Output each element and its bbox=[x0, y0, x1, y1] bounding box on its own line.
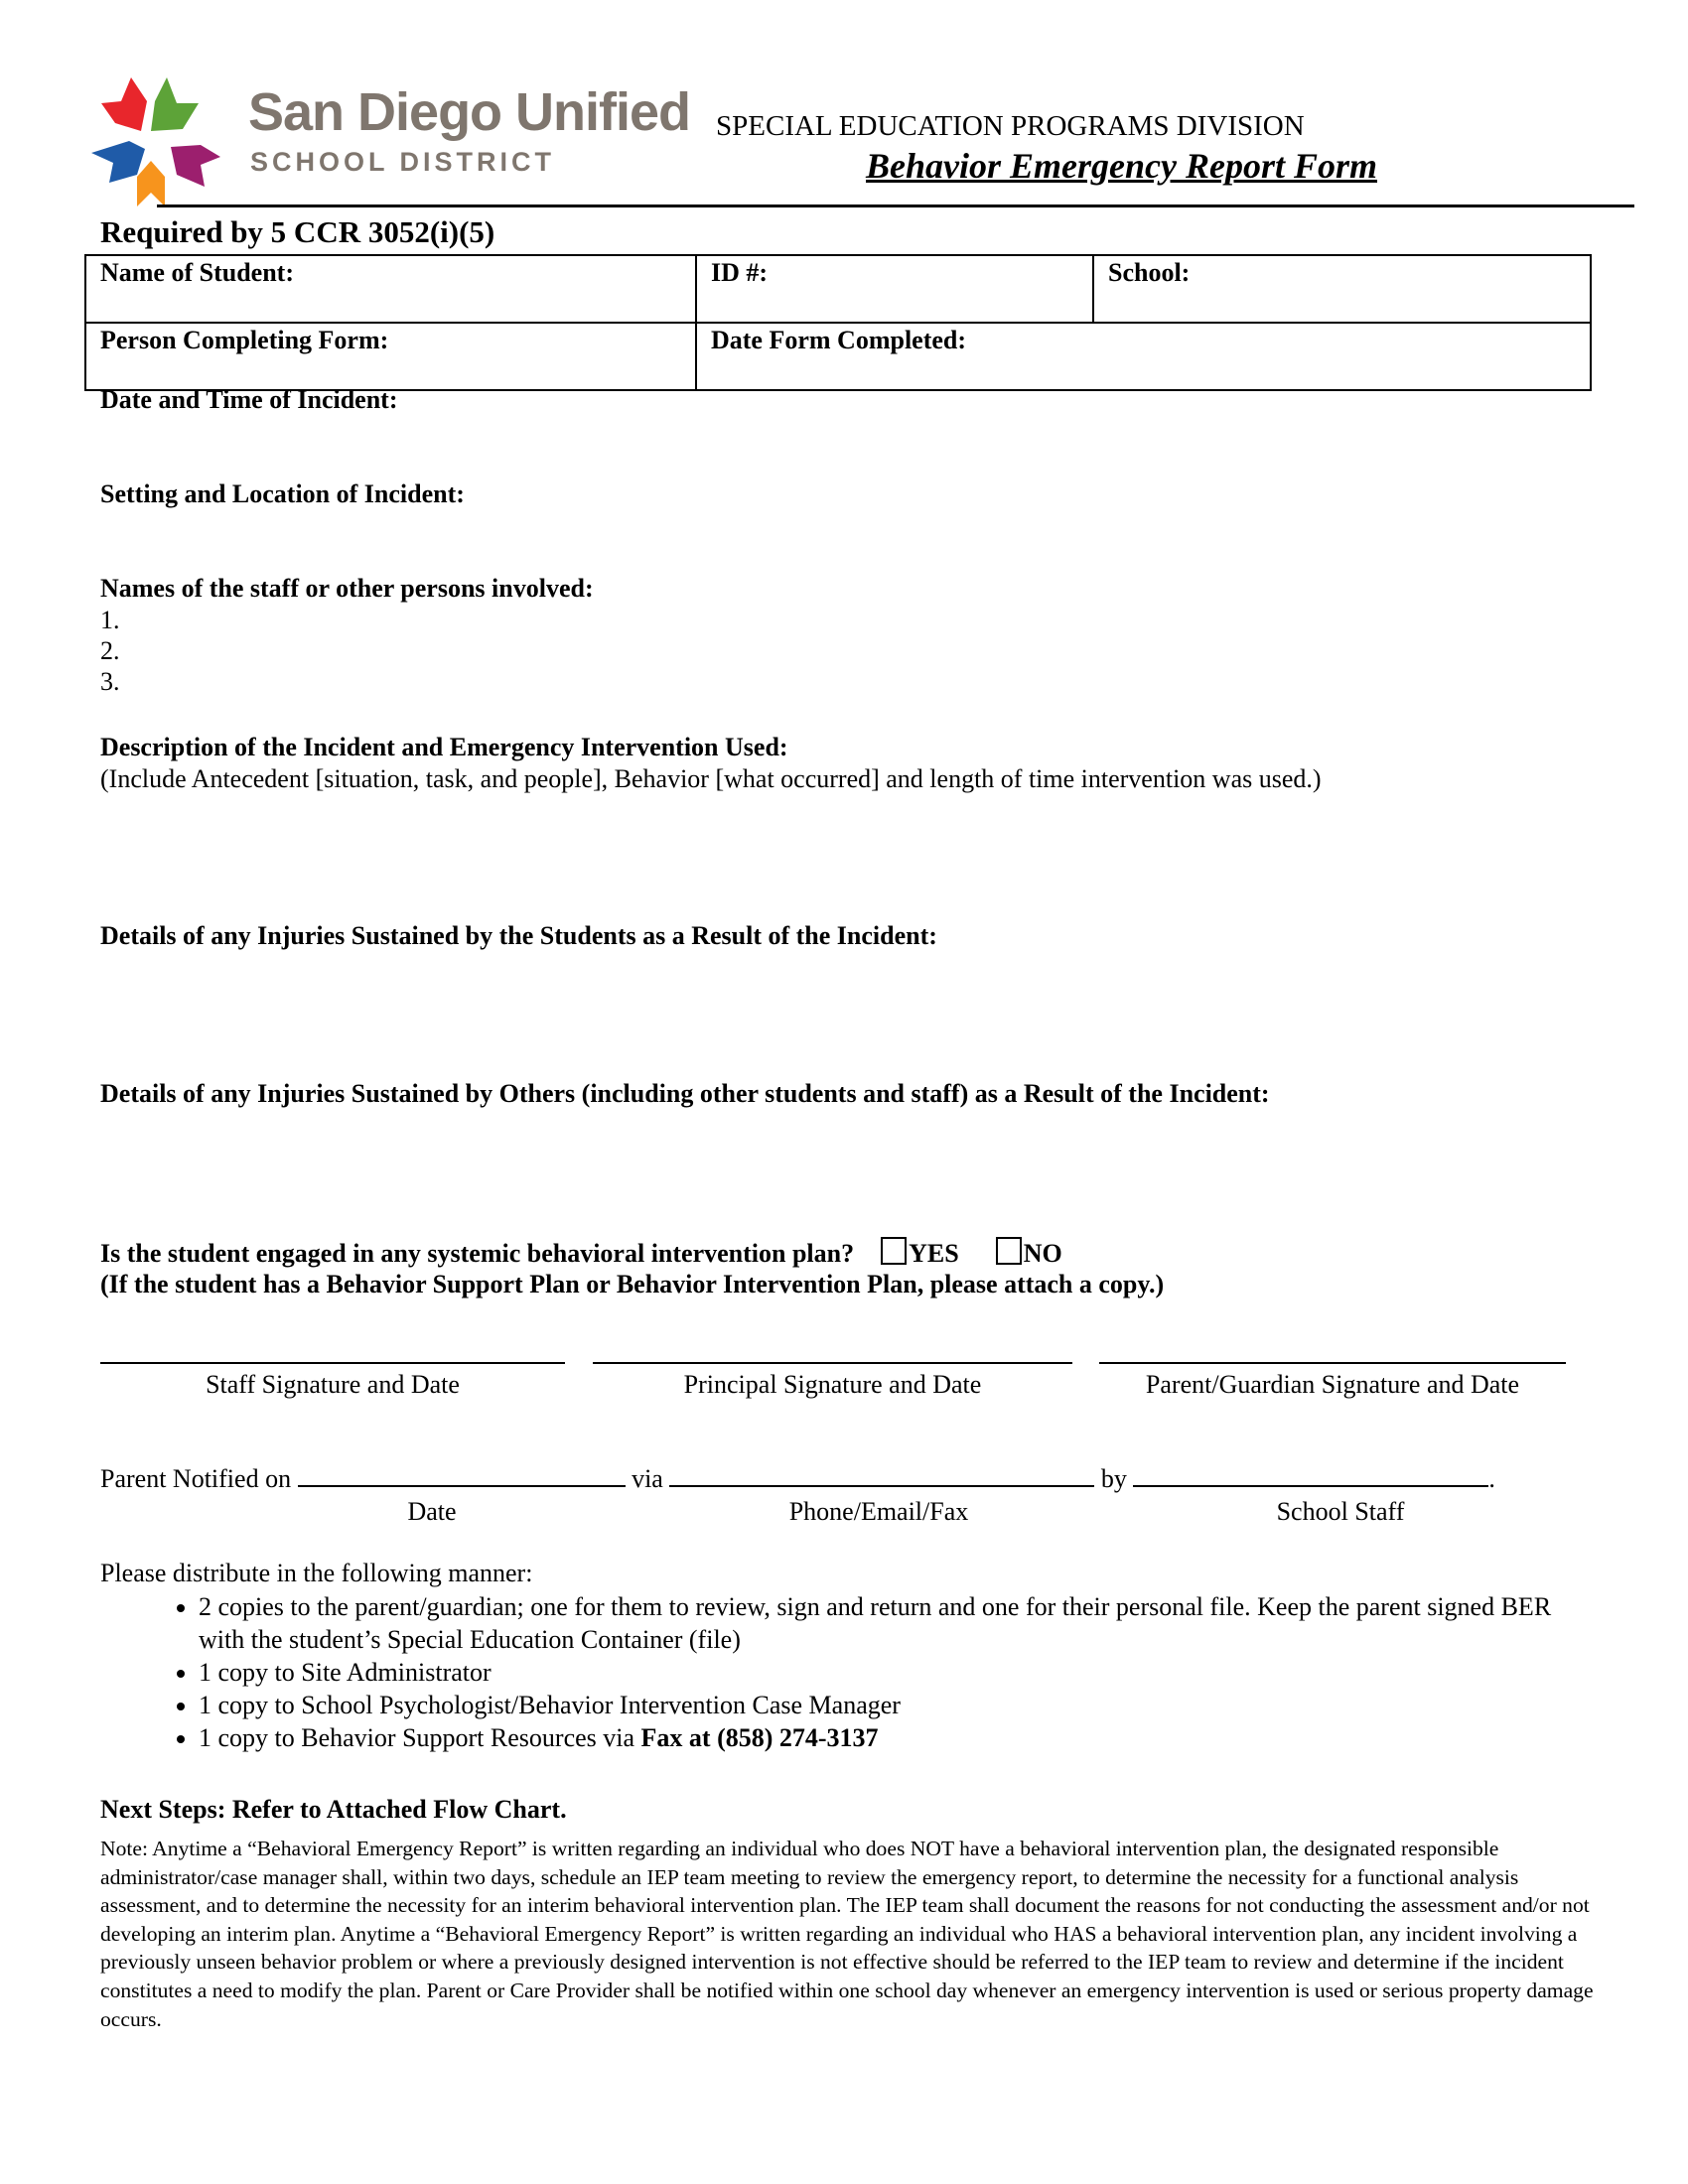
yes-option[interactable] bbox=[881, 1239, 959, 1268]
list-item bbox=[199, 1590, 1589, 1656]
fax-number: Fax at (858) 274-3137 bbox=[640, 1723, 879, 1752]
behavior-plan-question bbox=[100, 1237, 1062, 1269]
notified-end: . bbox=[1488, 1464, 1495, 1493]
no-label: NO bbox=[1023, 1239, 1062, 1268]
list-item-text: 1 copy to Site Administrator bbox=[199, 1658, 492, 1687]
injuries-students-input-area[interactable] bbox=[100, 955, 1590, 1074]
description-input-area[interactable] bbox=[100, 799, 1590, 908]
division-title: SPECIAL EDUCATION PROGRAMS DIVISION bbox=[716, 110, 1305, 142]
field-label: Date Form Completed: bbox=[711, 326, 967, 354]
date-completed-field[interactable] bbox=[696, 323, 1591, 390]
behavior-plan-note: (If the student has a Behavior Support Plan or Behavior Intervention Plan, please attach a copy.) bbox=[100, 1270, 1165, 1298]
date-sublabel: Date bbox=[407, 1497, 457, 1526]
next-steps-note: Note: Anytime a “Behavioral Emergency Report” is written regarding an individual who does NOT have a behavioral intervention plan, the designated responsible administrator/case manager shall, within two days, schedule an IEP team meeting to review the emergency report, to determine the necessity for a functional analysis assessment, and to determine the necessity for an interim behavioral intervention plan. The IEP team shall document the reasons for not conducting the assessment and/or not developing an interim plan. Anytime a “Behavioral Emergency Report” is written regarding an individual who HAS a behavioral intervention plan, any incident involving a previously unseen behavior problem or where a previously designed intervention is not effective should be referred to the IEP team to review and determine if the incident constitutes a need to modify the plan. Parent or Care Provider shall be notified within one school day whenever an emergency intervention is used or serious property damage occurs. bbox=[100, 1837, 1594, 2031]
staff-name-item-2[interactable]: 2. bbox=[100, 636, 120, 665]
staff-sublabel: School Staff bbox=[1276, 1497, 1405, 1526]
no-checkbox[interactable] bbox=[996, 1237, 1022, 1265]
notified-date-blank[interactable] bbox=[298, 1463, 626, 1487]
injuries-others-input-area[interactable] bbox=[100, 1112, 1590, 1231]
staff-name-item-1[interactable]: 1. bbox=[100, 606, 120, 634]
no-option[interactable] bbox=[996, 1239, 1062, 1268]
description-label: Description of the Incident and Emergency Intervention Used: bbox=[100, 733, 788, 761]
distribution-intro: Please distribute in the following manner: bbox=[100, 1559, 533, 1587]
principal-signature-line[interactable] bbox=[593, 1362, 1072, 1364]
table-row bbox=[85, 255, 1591, 323]
district-logo bbox=[91, 75, 691, 209]
notified-via: via bbox=[632, 1464, 663, 1493]
field-label: Name of Student: bbox=[100, 258, 294, 287]
logo-name: San Diego Unified bbox=[248, 82, 691, 142]
notified-by: by bbox=[1100, 1464, 1127, 1493]
field-label: ID #: bbox=[711, 258, 769, 287]
table-row bbox=[85, 323, 1591, 390]
student-info-table bbox=[84, 254, 1592, 391]
school-field[interactable] bbox=[1093, 255, 1591, 323]
header-divider bbox=[157, 205, 1634, 207]
date-time-input-area[interactable] bbox=[100, 417, 1590, 477]
next-steps-heading: Next Steps: Refer to Attached Flow Chart. bbox=[100, 1795, 567, 1824]
staff-name-item-3[interactable]: 3. bbox=[100, 667, 120, 696]
parent-signature-line[interactable] bbox=[1099, 1362, 1566, 1364]
form-title: Behavior Emergency Report Form bbox=[866, 146, 1377, 186]
student-name-field[interactable] bbox=[85, 255, 696, 323]
notified-method-blank[interactable] bbox=[669, 1463, 1094, 1487]
field-label: School: bbox=[1108, 258, 1191, 287]
setting-location-input-area[interactable] bbox=[100, 511, 1590, 571]
person-completing-field[interactable] bbox=[85, 323, 696, 390]
staff-names-label: Names of the staff or other persons involved: bbox=[100, 574, 594, 603]
required-by-heading: Required by 5 CCR 3052(i)(5) bbox=[100, 214, 495, 249]
method-sublabel: Phone/Email/Fax bbox=[788, 1497, 969, 1526]
injuries-others-label: Details of any Injuries Sustained by Others (including other students and staff) as a Result of the Incident: bbox=[100, 1079, 1270, 1108]
list-item bbox=[199, 1721, 1589, 1754]
notified-prefix: Parent Notified on bbox=[100, 1464, 292, 1493]
description-hint: (Include Antecedent [situation, task, and people], Behavior [what occurred] and length of time intervention was used.) bbox=[100, 764, 1322, 793]
staff-signature-line[interactable] bbox=[100, 1362, 565, 1364]
date-time-label: Date and Time of Incident: bbox=[100, 385, 398, 414]
notified-staff-blank[interactable] bbox=[1133, 1463, 1488, 1487]
distribution-list bbox=[129, 1590, 1589, 1754]
staff-signature-label: Staff Signature and Date bbox=[206, 1370, 460, 1399]
injuries-students-label: Details of any Injuries Sustained by the Students as a Result of the Incident: bbox=[100, 921, 937, 950]
logo-subtitle: SCHOOL DISTRICT bbox=[250, 147, 556, 177]
parent-notified-row bbox=[100, 1463, 1495, 1494]
list-item bbox=[199, 1656, 1589, 1689]
list-item bbox=[199, 1689, 1589, 1721]
principal-signature-label: Principal Signature and Date bbox=[683, 1370, 982, 1399]
yes-label: YES bbox=[909, 1239, 959, 1268]
list-item-text: 1 copy to School Psychologist/Behavior Intervention Case Manager bbox=[199, 1691, 901, 1719]
question-text: Is the student engaged in any systemic behavioral intervention plan? bbox=[100, 1239, 855, 1268]
field-label: Person Completing Form: bbox=[100, 326, 389, 354]
parent-signature-label: Parent/Guardian Signature and Date bbox=[1145, 1370, 1520, 1399]
list-item-text: 2 copies to the parent/guardian; one for them to review, sign and return and one for their personal file. Keep the parent signed BER with the student’s Special Education Container (file) bbox=[199, 1592, 1552, 1654]
star-logo-icon bbox=[91, 75, 230, 209]
student-id-field[interactable] bbox=[696, 255, 1093, 323]
setting-location-label: Setting and Location of Incident: bbox=[100, 479, 465, 508]
yes-checkbox[interactable] bbox=[881, 1237, 907, 1265]
list-item-text: 1 copy to Behavior Support Resources via bbox=[199, 1723, 641, 1752]
